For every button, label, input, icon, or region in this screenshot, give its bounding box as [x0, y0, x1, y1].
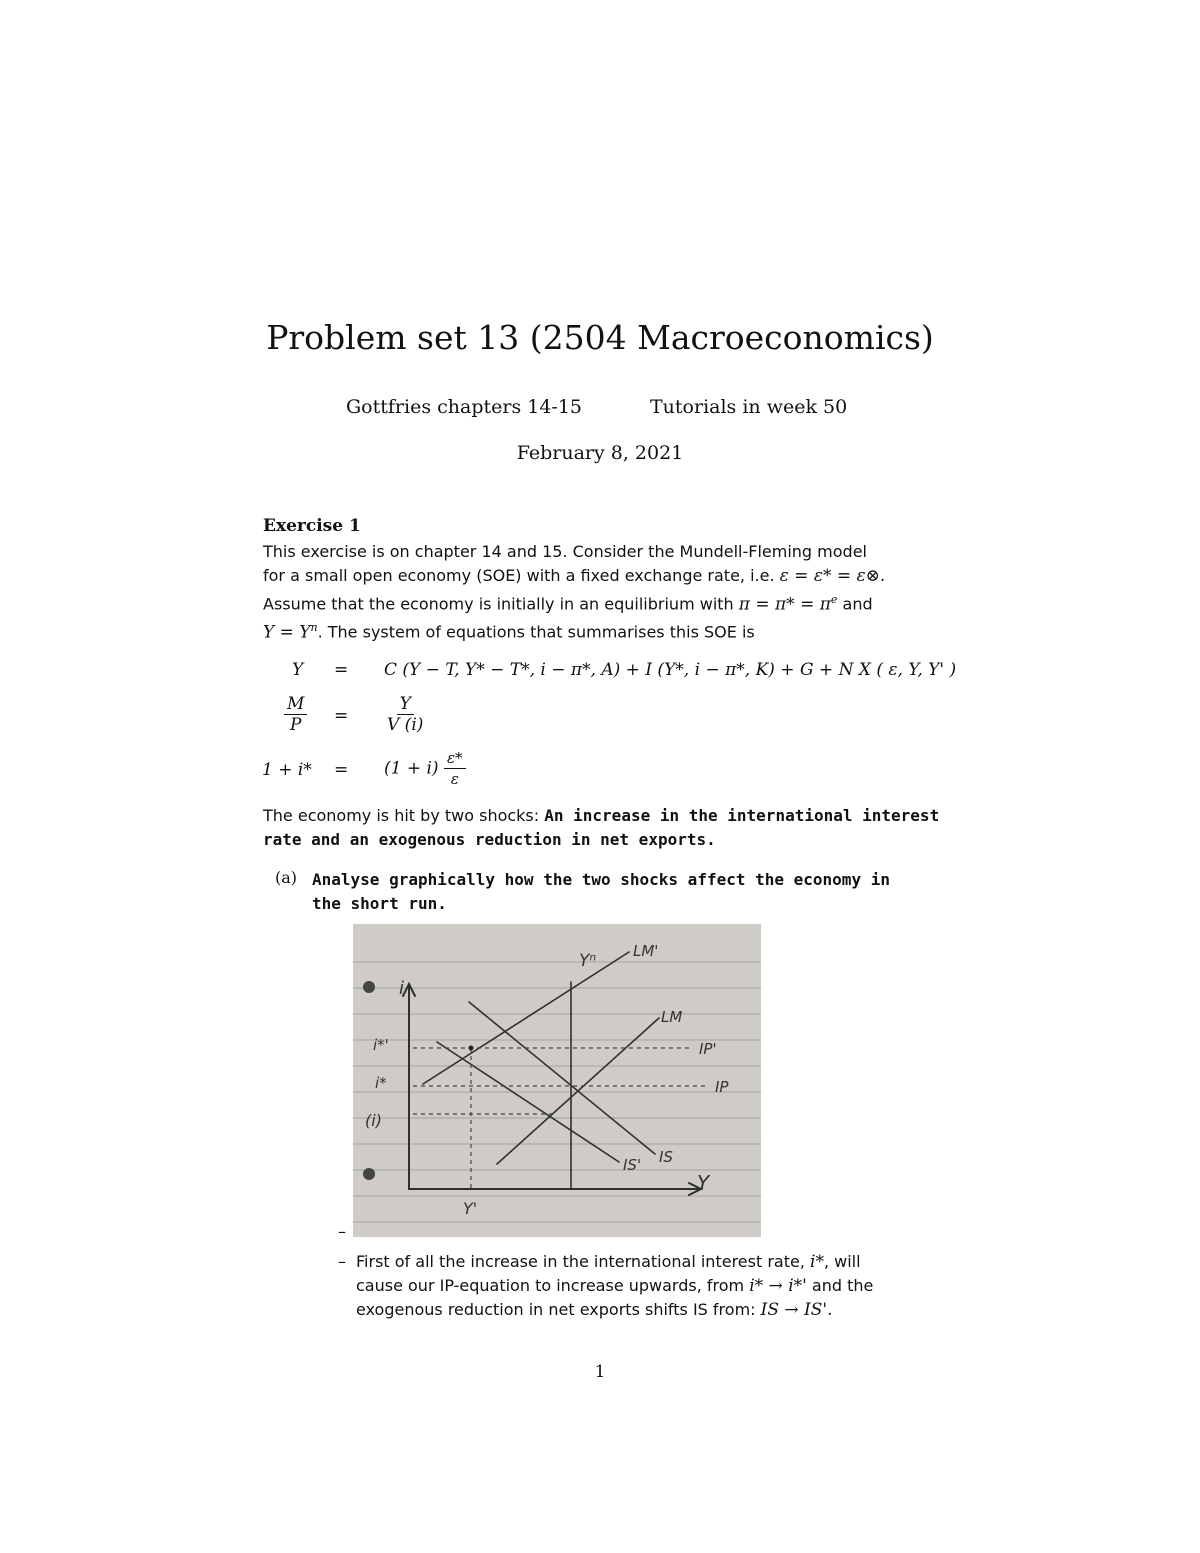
is-label: IS — [659, 1148, 673, 1166]
i-star-prime-label: i*' — [373, 1036, 389, 1054]
shocks-paragraph — [263, 804, 953, 852]
bullet-2-text: First of all the increase in the international interest rate, i*, will cause our IP-equation to increase upwards, from i* → i*' and the exogenous reduction in net exports shifts IS from: IS → IS'. — [356, 1252, 874, 1320]
page-title: Problem set 13 (2504 Macroeconomics) — [266, 318, 934, 357]
intro-line-2: for a small open economy (SOE) with a fixed exchange rate, i.e. ε = ε* = ε⊗. — [263, 566, 886, 586]
shocks-line-1: The economy is hit by two shocks: An increase in the international interest — [263, 806, 940, 825]
ip-label: IP — [715, 1078, 729, 1096]
y-axis-label: i — [399, 978, 405, 999]
i-star-label: i* — [375, 1074, 387, 1092]
eq3-equals: = — [334, 760, 349, 780]
ip-prime-label: IP' — [699, 1040, 717, 1058]
is-curve — [469, 1002, 655, 1154]
is-prime-label: IS' — [623, 1156, 642, 1174]
intro-line-4: $Y = Y^n$. The system of equations that summarises this SOE is — [263, 621, 755, 643]
is-lm-ip-graph — [353, 924, 761, 1237]
subtitle-tutorials: Tutorials in week 50 — [650, 396, 848, 418]
yn-label: Yⁿ — [579, 951, 597, 971]
lm-label: LM — [661, 1008, 683, 1026]
shocks-line-2: rate and an exogenous reduction in net exports. — [263, 830, 716, 849]
lm-prime-label: LM' — [633, 942, 659, 960]
lm-prime-curve — [423, 952, 629, 1084]
eq1-rhs: C (Y − T, Y* − T*, i − π*, A) + I (Y*, i − π*, K) + G + N X ( ε, Y, Y' ) — [384, 660, 957, 680]
eq3-lhs: 1 + i* — [262, 760, 312, 780]
question-a-text: Analyse graphically how the two shocks affect the economy in the short run. — [312, 870, 890, 913]
bullet-2-dash: – — [338, 1252, 346, 1271]
eq3-rhs: (1 + i) $\frac{\varepsilon*}{\varepsilon}$ — [384, 748, 466, 789]
page-number: 1 — [594, 1362, 606, 1382]
exercise-heading: Exercise 1 — [263, 516, 361, 536]
punch-hole-top — [363, 981, 375, 993]
i-paren-label: (i) — [365, 1111, 382, 1130]
intro-line-1: This exercise is on chapter 14 and 15. Consider the Mundell-Fleming model — [263, 542, 867, 561]
bullet-1-dash: – — [338, 1222, 346, 1241]
x-axis-label: Y — [697, 1171, 710, 1195]
intro-paragraph — [263, 540, 953, 645]
eq2-lhs: $\frac{M}{P}$ — [284, 694, 307, 735]
subtitle-chapters: Gottfries chapters 14-15 — [346, 396, 583, 418]
date: February 8, 2021 — [516, 442, 684, 464]
eq1-lhs: Y — [292, 660, 304, 680]
punch-hole-bottom — [363, 1168, 375, 1180]
handdrawn-graph-photo — [353, 924, 761, 1237]
eq1-equals: = — [334, 660, 349, 680]
intro-line-3: Assume that the economy is initially in an equilibrium with $\pi = \pi* = \pi^e$ and — [263, 593, 873, 615]
eq2-rhs: $\frac{Y}{V (i)}$ — [387, 694, 424, 735]
y-prime-label: Y' — [463, 1199, 478, 1218]
question-a-label: (a) — [275, 868, 298, 887]
eq2-equals: = — [334, 706, 349, 726]
new-equilibrium-point — [469, 1046, 474, 1051]
